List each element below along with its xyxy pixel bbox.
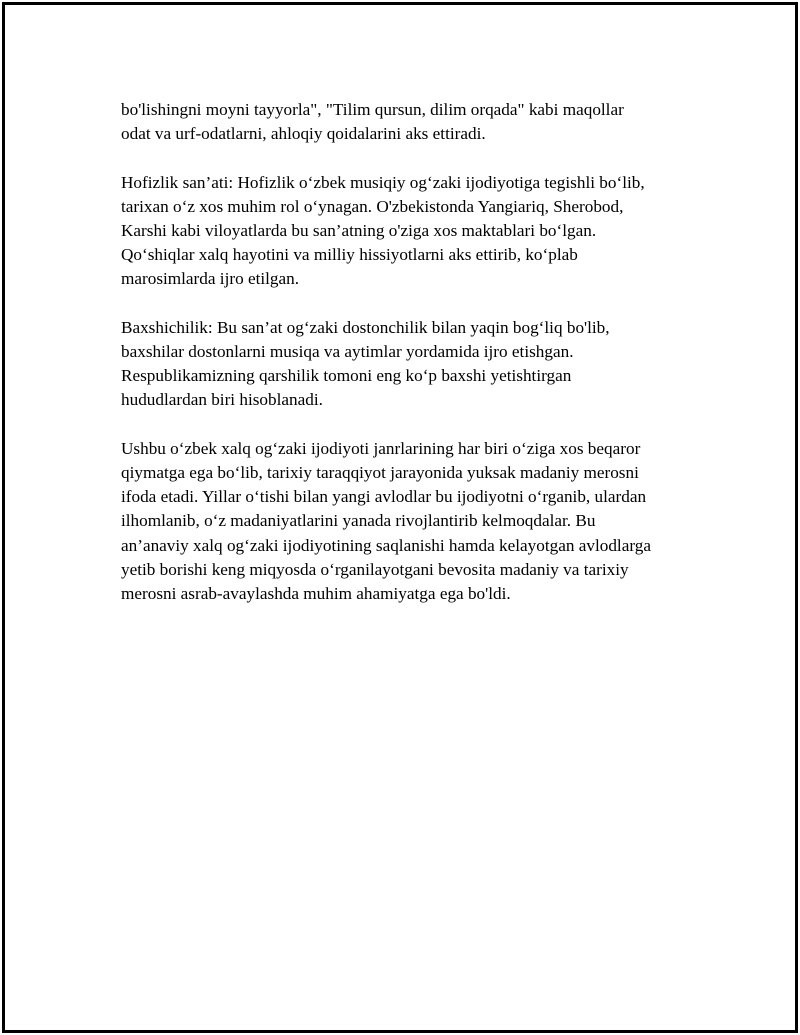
page-frame	[2, 2, 798, 1033]
paragraph-proverbs	[121, 98, 721, 146]
text-line: Respublikamizning qarshilik tomoni eng ko‘p baxshi yetishtirgan	[121, 366, 572, 386]
text-line: Hofizlik san’ati: Hofizlik o‘zbek musiqiy og‘zaki ijodiyotiga tegishli bo‘lib,	[121, 172, 645, 192]
text-line: an’anaviy xalq og‘zaki ijodiyotining saqlanishi hamda kelayotgan avlodlarga	[121, 535, 651, 555]
text-line: ifoda etadi. Yillar o‘tishi bilan yangi avlodlar bu ijodiyotni o‘rganib, ulardan	[121, 487, 647, 507]
paragraph-hofizlik	[121, 171, 721, 292]
text-line: odat va urf-odatlarni, ahloqiy qoidalarini aks ettiradi.	[121, 124, 486, 144]
text-line: bo'lishingni moyni tayyorla", "Tilim qursun, dilim orqada" kabi maqollar	[121, 100, 624, 119]
text-line: ilhomlanib, o‘z madaniyatlarini yanada rivojlantirib kelmoqdalar. Bu	[121, 511, 596, 531]
text-line: yetib borishi keng miqyosda o‘rganilayotgani bevosita madaniy va tarixiy	[121, 559, 629, 579]
text-line: Baxshichilik: Bu san’at og‘zaki dostonchilik bilan yaqin bog‘liq bo'lib,	[121, 317, 610, 337]
text-line: Ushbu o‘zbek xalq og‘zaki ijodiyoti janrlarining har biri o‘ziga xos beqaror	[121, 438, 641, 458]
text-line: marosimlarda ijro etilgan.	[121, 269, 300, 289]
text-line: baxshilar dostonlarni musiqa va aytimlar yordamida ijro etishgan.	[121, 342, 574, 361]
document-body	[121, 98, 721, 630]
text-line: hududlardan biri hisoblanadi.	[121, 390, 323, 410]
paragraph-baxshichilik	[121, 316, 721, 413]
text-line: tarixan o‘z xos muhim rol o‘ynagan. O'zbekistonda Yangiariq, Sherobod,	[121, 196, 624, 216]
text-line: Karshi kabi viloyatlarda bu san’atning o'ziga xos maktablari bo‘lgan.	[121, 221, 597, 240]
paragraph-conclusion	[121, 437, 721, 606]
text-line: qiymatga ega bo‘lib, tarixiy taraqqiyot jarayonida yuksak madaniy merosni	[121, 463, 639, 482]
text-line: Qo‘shiqlar xalq hayotini va milliy hissiyotlarni aks ettirib, ko‘plab	[121, 245, 578, 265]
text-line: merosni asrab-avaylashda muhim ahamiyatga ega bo'ldi.	[121, 584, 511, 604]
